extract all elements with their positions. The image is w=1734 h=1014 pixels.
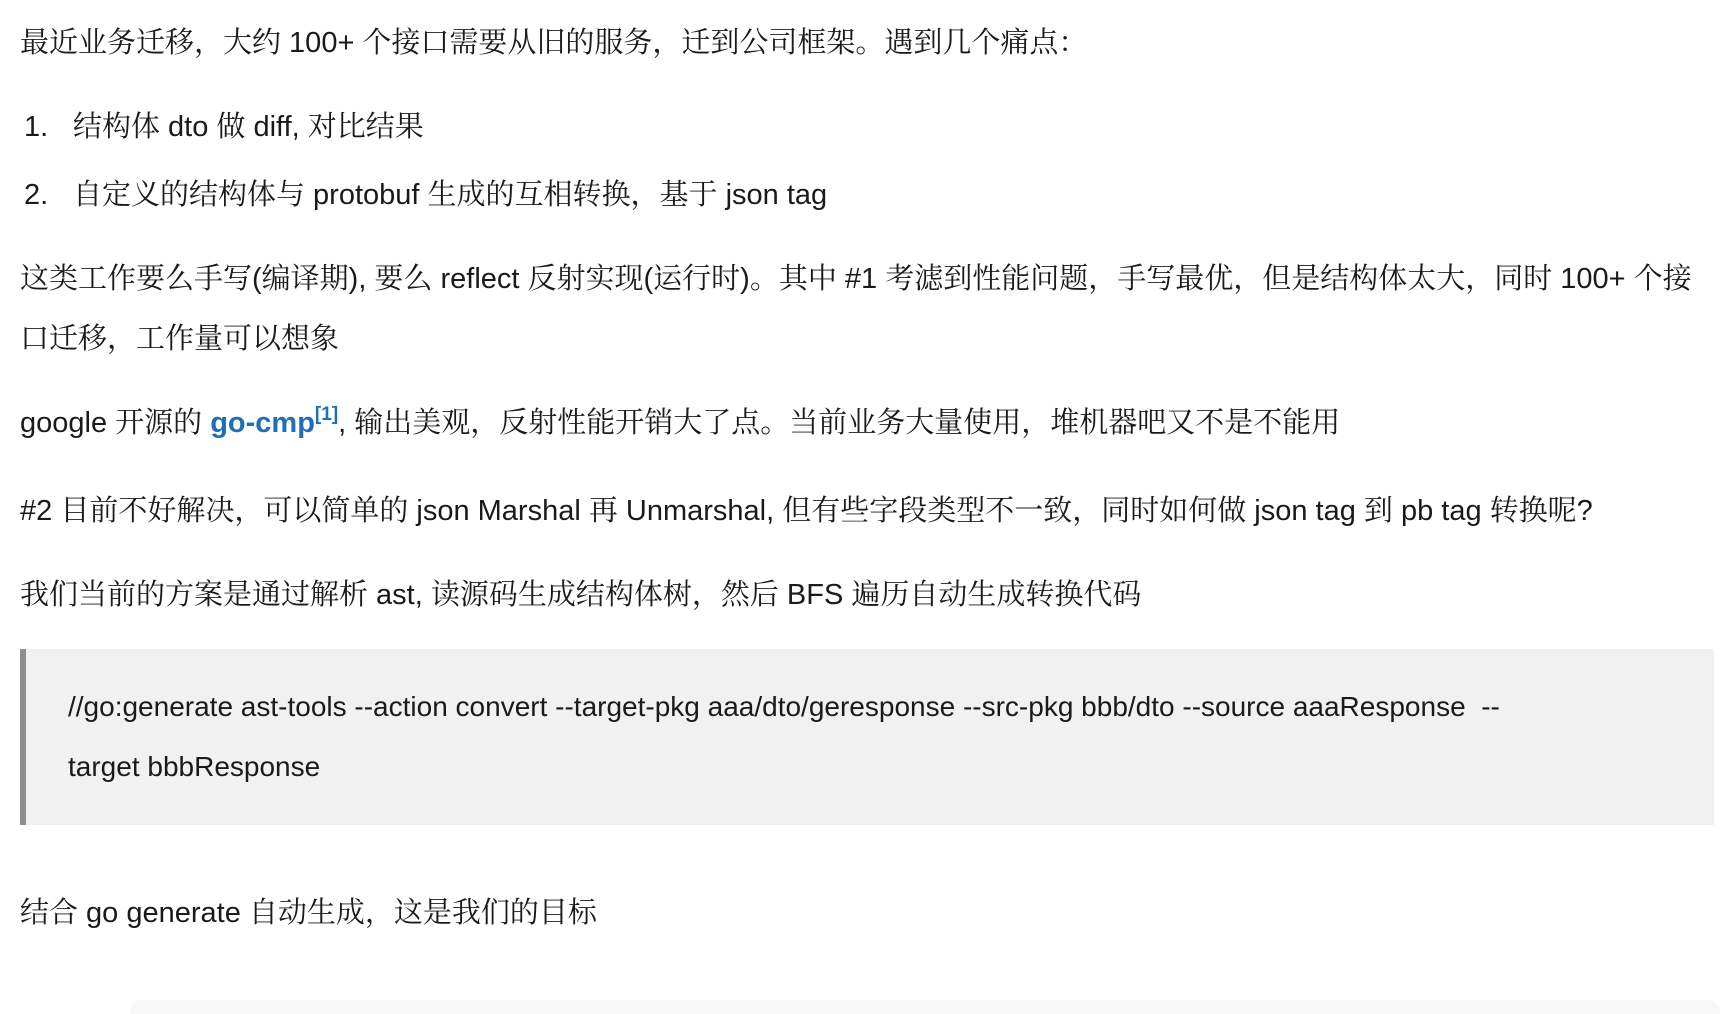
list-item-2-marker: 2. — [24, 179, 49, 211]
code-line-2: target bbbResponse — [68, 751, 321, 782]
pain-points-list — [20, 97, 1714, 225]
list-item-1 — [20, 97, 1714, 157]
list-item-1-text: 结构体 dto 做 diff, 对比结果 — [73, 111, 424, 143]
code-block — [20, 649, 1714, 825]
next-block-preview — [130, 1000, 1720, 1014]
list-item-1-marker: 1. — [24, 111, 49, 143]
paragraph-ast-solution: 我们当前的方案是通过解析 ast, 读源码生成结构体树，然后 BFS 遍历自动生成转换代码 — [20, 579, 1142, 611]
paragraph-problem2: #2 目前不好解决，可以简单的 json Marshal 再 Unmarshal, 但有些字段类型不一致，同时如何做 json tag 到 pb tag 转换呢? — [20, 495, 1593, 527]
paragraph-implementation-tradeoff: 这类工作要么手写(编译期), 要么 reflect 反射实现(运行时)。其中 #1 考滤到性能问题，手写最优，但是结构体太大，同时 100+ 个接口迁移，工作量可以想象 — [20, 263, 1692, 355]
gocmp-link[interactable]: go-cmp — [210, 407, 315, 439]
list-item-2-text: 自定义的结构体与 protobuf 生成的互相转换，基于 json tag — [73, 179, 828, 211]
paragraph-migration-intro: 最近业务迁移，大约 100+ 个接口需要从旧的服务，迁到公司框架。遇到几个痛点： — [20, 27, 1088, 59]
gocmp-suffix-text: , 输出美观，反射性能开销大了点。当前业务大量使用，堆机器吧又不是不能用 — [338, 407, 1341, 439]
gocmp-footnote-ref[interactable]: [1] — [314, 404, 339, 425]
paragraph-goal: 结合 go generate 自动生成，这是我们的目标 — [20, 897, 597, 929]
paragraph-gocmp — [20, 393, 1714, 457]
gocmp-prefix-text: google 开源的 — [20, 407, 211, 439]
list-item-2 — [20, 165, 1714, 225]
code-line-1: //go:generate ast-tools --action convert --target-pkg aaa/dto/geresponse --src-pkg bbb/dto --source aaaResponse -- — [68, 691, 1500, 722]
